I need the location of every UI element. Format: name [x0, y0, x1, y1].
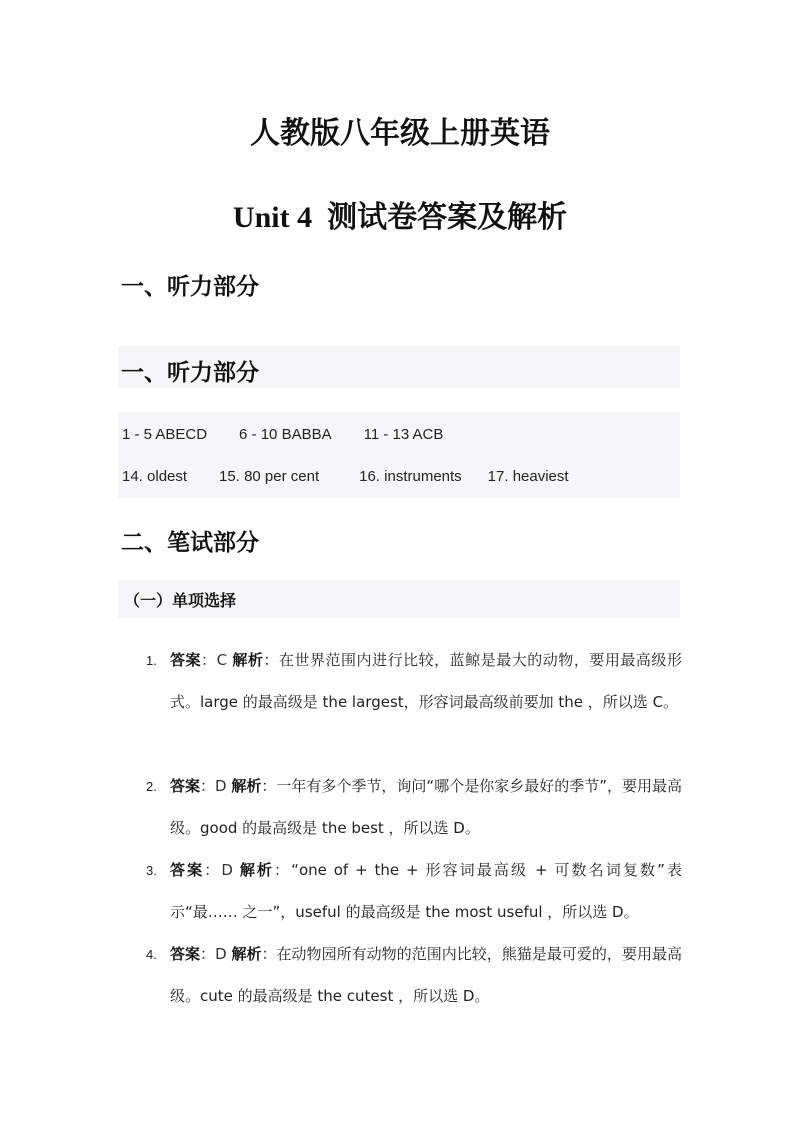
section-heading-written: 二、笔试部分: [121, 530, 259, 556]
answer-value: D: [221, 861, 233, 879]
item-number: 3.: [146, 863, 157, 878]
subsection-heading: （一）单项选择: [124, 591, 237, 610]
listening-answer: 14. oldest: [122, 468, 188, 485]
listening-answer: 15. 80 per cent: [219, 468, 320, 485]
analysis-label: 解析: [231, 777, 262, 795]
item-text: 答案：C 解析：在世界范围内进行比较，蓝鲸是最大的动物，要用最高级形式。large 的最高级是 the largest，形容词最高级前要加 the ，所以选 C。: [170, 651, 682, 711]
answer-label: 答案: [170, 651, 202, 669]
section-heading-listening: 一、听力部分: [121, 274, 259, 300]
answer-value: D: [215, 945, 227, 963]
analysis-text: “one of + the + 形容词最高级 + 可数名词复数”表示“最…… 之一”，useful 的最高级是 the most useful ，所以选 D。: [170, 861, 682, 921]
answer-label: 答案: [170, 945, 201, 963]
answer-label: 答案: [170, 777, 201, 795]
doc-subtitle: [0, 192, 800, 236]
answer-label: 答案: [170, 861, 205, 879]
item-number: 4.: [146, 947, 157, 962]
item-text: 答案：D 解析：一年有多个季节，询问“哪个是你家乡最好的季节”，要用最高级。good 的最高级是 the best ，所以选 D。: [170, 777, 682, 837]
doc-title: 人教版八年级上册英语: [250, 116, 550, 151]
listening-answer: 6 - 10 BABBA: [239, 426, 332, 443]
listening-answer: 16. instruments: [359, 468, 462, 485]
listening-answers-row2: [122, 468, 569, 485]
analysis-label: 解析: [232, 651, 264, 669]
section-heading-listening-repeat: 一、听力部分: [121, 360, 259, 386]
item-text: 答案：D 解析：“one of + the + 形容词最高级 + 可数名词复数”表示“最…… 之一”，useful 的最高级是 the most useful ，所以选 D。: [170, 861, 682, 921]
listening-answer: 1 - 5 ABECD: [122, 426, 208, 443]
answer-value: C: [216, 651, 228, 669]
highlight-band: [118, 412, 680, 498]
doc-subtitle-text: 测试卷答案及解析: [327, 200, 568, 235]
answer-value: D: [215, 777, 227, 795]
item-number: 1.: [146, 653, 157, 668]
analysis-label: 解析: [231, 945, 262, 963]
analysis-label: 解析: [239, 861, 275, 879]
doc-subtitle-unit: Unit 4: [232, 201, 313, 234]
item-text: 答案：D 解析：在动物园所有动物的范围内比较，熊猫是最可爱的，要用最高级。cute 的最高级是 the cutest ，所以选 D。: [170, 945, 682, 1005]
analysis-text: 一年有多个季节，询问“哪个是你家乡最好的季节”，要用最高级。good 的最高级是 the best ，所以选 D。: [170, 777, 682, 837]
listening-answer: 17. heaviest: [487, 468, 569, 485]
analysis-text: 在动物园所有动物的范围内比较，熊猫是最可爱的，要用最高级。cute 的最高级是 the cutest ，所以选 D。: [170, 945, 682, 1005]
listening-answers-row1: [122, 426, 443, 443]
listening-answer: 11 - 13 ACB: [363, 426, 444, 443]
analysis-text: 在世界范围内进行比较，蓝鲸是最大的动物，要用最高级形式。large 的最高级是 the largest，形容词最高级前要加 the ，所以选 C。: [170, 651, 682, 711]
item-number: 2.: [146, 779, 157, 794]
